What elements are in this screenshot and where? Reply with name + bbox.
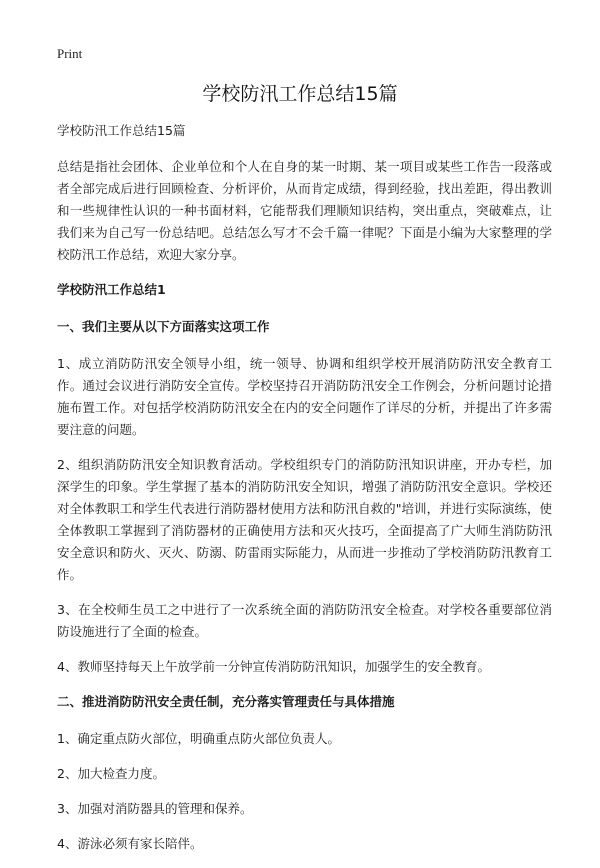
list-item: 1、确定重点防火部位，明确重点防火部位负责人。 <box>57 731 340 746</box>
intro-paragraph: 总结是指社会团体、企业单位和个人在自身的某一时期、某一项目或某些工作告一段落或者全部完成后进行回顾检查、分析评价，从而肯定成绩，得到经验，找出差距，得出教训和一些规律性认识的一种书面材料，它能帮我们理顺知识结构，突出重点，突破难点，让我们来为自己写一份总结吧。总结怎么写才不会千篇一律呢？下面是小编为大家整理的学校防汛工作总结，欢迎大家分享。 <box>57 159 552 262</box>
list-item: 2、加大检查力度。 <box>57 766 165 781</box>
list-item: 1、成立消防防汛安全领导小组，统一领导、协调和组织学校开展消防防汛安全教育工作。通过会议进行消防安全宣传。学校坚持召开消防防汛安全工作例会，分析问题讨论措施布置工作。对包括学校消防防汛安全在内的安全问题作了详尽的分析，并提出了许多需要注意的问题。 <box>57 356 552 437</box>
list-item: 2、组织消防防汛安全知识教育活动。学校组织专门的消防防汛知识讲座，开办专栏，加深学生的印象。学生掌握了基本的消防防汛安全知识，增强了消防防汛安全意识。学校还对全体教职工和学生代表进行消防器材使用方法和防汛自救的"培训，并进行实际演练，使全体教职工掌握到了消防器材的正确使用方法和灭火技巧，全面提高了广大师生消防防汛安全意识和防火、灭火、防溺、防雷雨实际能力，从而进一步推动了学校消防防汛教育工作。 <box>57 457 552 582</box>
list-item: 3、在全校师生员工之中进行了一次系统全面的消防防汛安全检查。对学校各重要部位消防设施进行了全面的检查。 <box>57 602 552 639</box>
section-title: 学校防汛工作总结1 <box>57 282 166 297</box>
print-label: Print <box>57 46 83 61</box>
document-body <box>57 120 552 868</box>
list-item: 3、加强对消防器具的管理和保养。 <box>57 801 253 816</box>
page-title: 学校防汛工作总结15篇 <box>202 83 398 105</box>
section-heading-2: 二、推进消防防汛安全责任制，充分落实管理责任与具体措施 <box>57 694 395 709</box>
document-subtitle: 学校防汛工作总结15篇 <box>57 123 186 138</box>
section-heading-1: 一、我们主要从以下方面落实这项工作 <box>57 319 270 334</box>
list-item: 4、教师坚持每天上午放学前一分钟宣传消防防汛知识，加强学生的安全教育。 <box>57 659 490 674</box>
list-item: 4、游泳必须有家长陪伴。 <box>57 836 203 851</box>
